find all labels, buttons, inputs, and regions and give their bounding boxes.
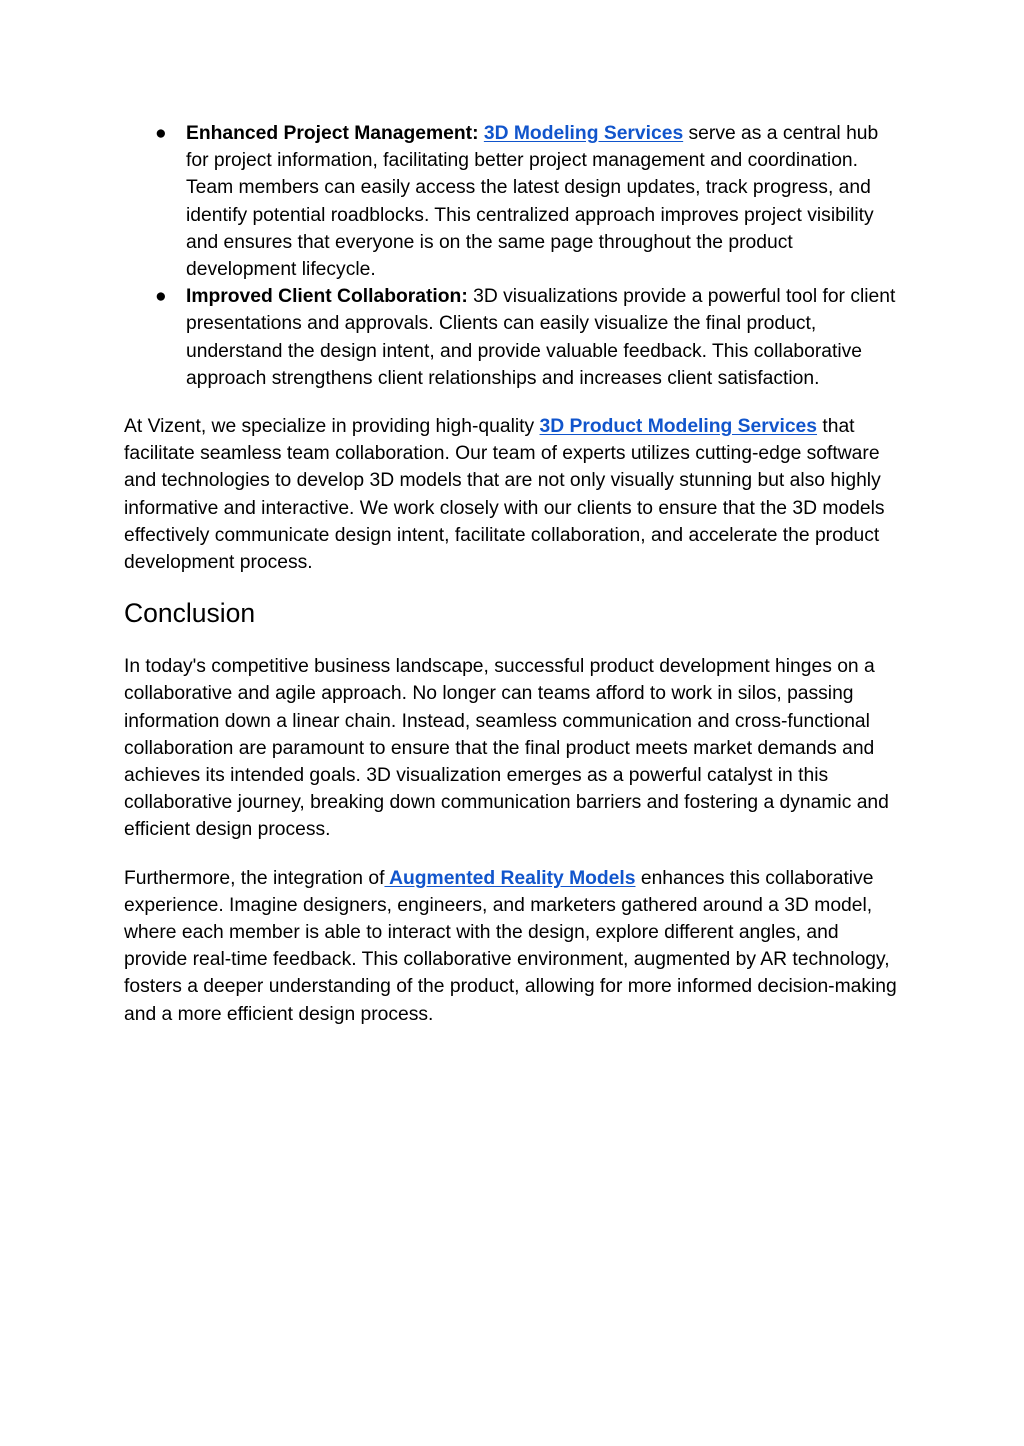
bullet-title: Improved Client Collaboration:	[186, 286, 468, 308]
3d-product-modeling-services-link[interactable]: 3D Product Modeling Services	[539, 416, 818, 438]
augmented-reality-models-link[interactable]: Augmented Reality Models	[384, 867, 636, 889]
paragraph-text: enhances this collaborative experience. Imagine designers, engineers, and marketers gathered around a 3D model, where each member is able to interact with the design, explore different angles, and provide real-time feedback. This collaborative environment, augmented by AR technology, fosters a deeper understanding of the product, allowing for more informed decision-making and a more efficient design process.	[124, 867, 897, 1025]
bullet-icon: ●	[155, 286, 167, 308]
vizent-paragraph	[124, 413, 904, 576]
conclusion-heading: Conclusion	[124, 598, 256, 629]
list-item	[124, 283, 904, 392]
paragraph-text: that facilitate seamless team collaboration. Our team of experts utilizes cutting-edge software and technologies to develop 3D models that are not only visually stunning but also highly informative and interactive. We work closely with our clients to ensure that the 3D models effectively communicate design intent, facilitate collaboration, and accelerate the product development process.	[124, 416, 885, 574]
conclusion-paragraph: In today's competitive business landscape, successful product development hinges on a collaborative and agile approach. No longer can teams afford to work in silos, passing information down a linear chain. Instead, seamless communication and cross-functional collaboration are paramount to ensure that the final product meets market demands and achieves its intended goals. 3D visualization emerges as a powerful catalyst in this collaborative journey, breaking down communication barriers and fostering a dynamic and efficient design process.	[124, 656, 889, 841]
bullet-text: 3D visualizations provide a powerful tool for client presentations and approvals. Clients can easily visualize the final product, understand the design intent, and provide valuable feedback. This collaborative approach strengthens client relationships and increases client satisfaction.	[186, 286, 896, 389]
bullet-icon: ●	[155, 123, 167, 144]
document-content	[124, 120, 904, 1028]
3d-modeling-services-link[interactable]: 3D Modeling Services	[483, 123, 684, 144]
paragraph-text: Furthermore, the integration of	[124, 867, 385, 889]
benefits-list	[124, 120, 904, 392]
bullet-title: Enhanced Project Management:	[186, 123, 479, 144]
list-item	[124, 120, 904, 283]
bullet-text: serve as a central hub for project information, facilitating better project management and coordination. Team members can easily access the latest design updates, track progress, and identify potential roadblocks. This centralized approach improves project visibility and ensures that everyone is on the same page throughout the product development lifecycle.	[186, 123, 879, 281]
paragraph-text: At Vizent, we specialize in providing high-quality	[124, 416, 540, 438]
ar-paragraph	[124, 865, 904, 1028]
